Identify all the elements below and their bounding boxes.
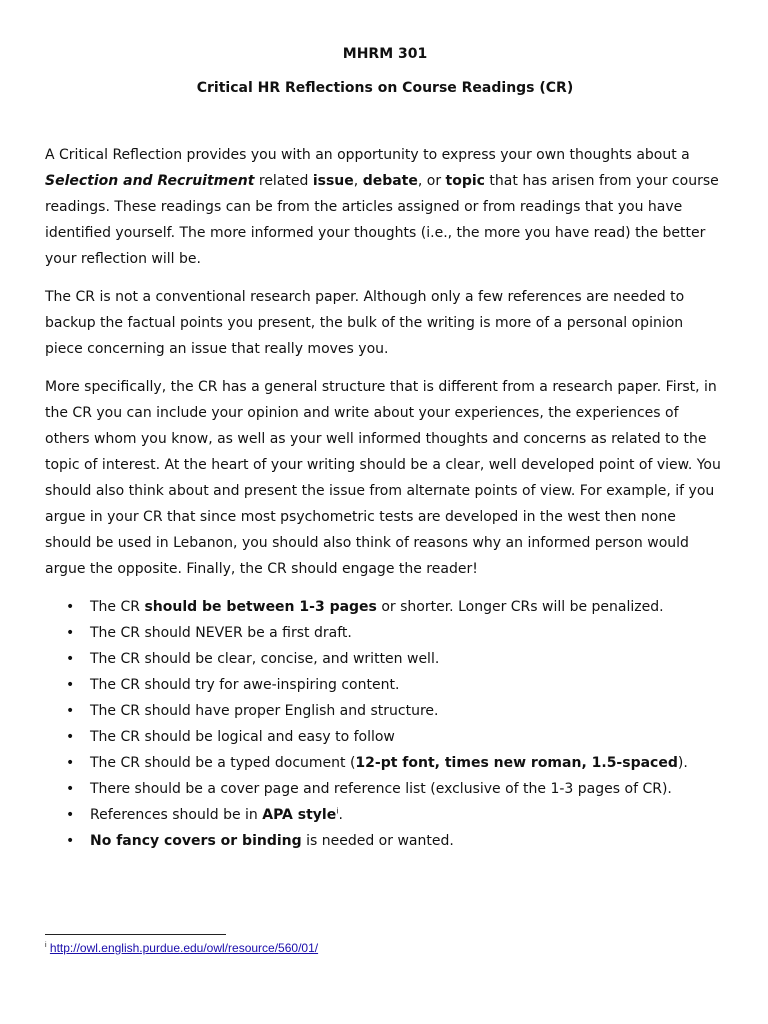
item-text: . bbox=[338, 807, 343, 823]
list-item bbox=[45, 776, 725, 802]
bullet-icon: • bbox=[66, 807, 75, 823]
item-text: The CR should be a typed document ( bbox=[90, 755, 356, 771]
emphasis-debate: debate bbox=[362, 173, 418, 189]
emphasis-apa-style: APA style bbox=[262, 807, 337, 823]
bullet-icon: • bbox=[66, 625, 75, 641]
list-item bbox=[45, 672, 725, 698]
list-item bbox=[45, 594, 725, 620]
bullet-icon: • bbox=[66, 729, 75, 745]
requirements-list bbox=[45, 594, 725, 854]
intro-text-5: that has arisen from your course readings. These readings can be from the articles assigned or from readings that you have identified yourself. The more informed your thoughts (i.e., the more you have read) the better your reflection will be. bbox=[45, 173, 719, 267]
footnote-reference[interactable]: i bbox=[336, 806, 339, 816]
item-text: ). bbox=[677, 755, 688, 771]
item-text: The CR should try for awe-inspiring content. bbox=[90, 677, 400, 693]
intro-text-2: related bbox=[254, 173, 313, 189]
list-item bbox=[45, 750, 725, 776]
list-item bbox=[45, 698, 725, 724]
course-code: MHRM 301 bbox=[342, 46, 428, 62]
intro-text-1: A Critical Reflection provides you with an opportunity to express your own thoughts about a bbox=[45, 147, 690, 163]
footnote-mark: i bbox=[45, 942, 47, 949]
item-text: There should be a cover page and reference list (exclusive of the 1-3 pages of CR). bbox=[90, 781, 672, 797]
emphasis-format: 12-pt font, times new roman, 1.5-spaced bbox=[355, 755, 678, 771]
list-item bbox=[45, 646, 725, 672]
bullet-icon: • bbox=[66, 781, 75, 797]
bullet-icon: • bbox=[66, 677, 75, 693]
document-title: Critical HR Reflections on Course Readings (CR) bbox=[196, 80, 574, 96]
structure-paragraph: More specifically, the CR has a general structure that is different from a research paper. First, in the CR you can include your opinion and write about your experiences, the experiences of others whom you know, as well as your well informed thoughts and concerns as related to the topic of interest. At the heart of your writing should be a clear, well developed point of view. You should also think about and present the issue from alternate points of view. For example, if you argue in your CR that since most psychometric tests are developed in the west then none should be used in Lebanon, you should also think of reasons why an informed person would argue the opposite. Finally, the CR should engage the reader! bbox=[45, 379, 721, 577]
list-item bbox=[45, 724, 725, 750]
list-item bbox=[45, 802, 725, 828]
footnote-link[interactable]: http://owl.english.purdue.edu/owl/resource/560/01/ bbox=[49, 941, 319, 955]
bullet-icon: • bbox=[66, 651, 75, 667]
item-text: is needed or wanted. bbox=[301, 833, 454, 849]
emphasis-page-length: should be between 1-3 pages bbox=[144, 599, 377, 615]
intro-text-4: , or bbox=[417, 173, 446, 189]
emphasis-topic: topic bbox=[445, 173, 485, 189]
footnote bbox=[45, 940, 318, 956]
emphasis-selection-recruitment: Selection and Recruitment bbox=[45, 173, 255, 189]
emphasis-no-fancy-covers: No fancy covers or binding bbox=[90, 833, 302, 849]
intro-paragraph bbox=[45, 142, 725, 272]
bullet-icon: • bbox=[66, 599, 75, 615]
bullet-icon: • bbox=[66, 833, 75, 849]
bullet-icon: • bbox=[66, 703, 75, 719]
item-text: or shorter. Longer CRs will be penalized. bbox=[376, 599, 664, 615]
item-text: The CR bbox=[90, 599, 145, 615]
item-text: The CR should be clear, concise, and written well. bbox=[90, 651, 440, 667]
item-text: The CR should NEVER be a first draft. bbox=[90, 625, 352, 641]
emphasis-issue: issue bbox=[312, 173, 354, 189]
intro-text-3: , bbox=[353, 173, 363, 189]
list-item bbox=[45, 620, 725, 646]
conventional-paper-paragraph: The CR is not a conventional research paper. Although only a few references are needed to backup the factual points you present, the bulk of the writing is more of a personal opinion piece concerning an issue that really moves you. bbox=[45, 289, 685, 357]
document-page bbox=[45, 44, 725, 854]
item-text: The CR should be logical and easy to follow bbox=[90, 729, 395, 745]
bullet-icon: • bbox=[66, 755, 75, 771]
item-text: References should be in bbox=[90, 807, 263, 823]
footnote-separator bbox=[45, 934, 226, 935]
list-item bbox=[45, 828, 725, 854]
item-text: The CR should have proper English and structure. bbox=[90, 703, 439, 719]
